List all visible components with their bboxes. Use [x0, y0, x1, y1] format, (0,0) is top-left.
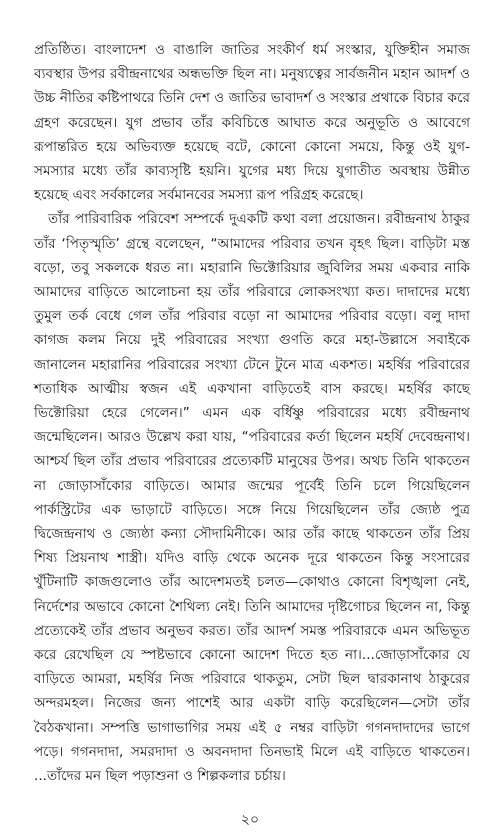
- paragraph-2: তাঁর পারিবারিক পরিবেশ সম্পর্কে দুএকটি কথা বলা প্রয়োজন। রবীন্দ্রনাথ ঠাকুর তাঁর ‘পিতৃস্মৃতি’ গ্রন্থে বলেছেন, “আমাদের পরিবার তখন বৃহৎ ছিল। বাড়িটা মস্ত বড়ো, তবু সকলকে ধরত না। মহারানি ভিক্টোরিয়ার জুবিলির সময় একবার নাকি আমাদের বাড়িতে আলোচনা হয় তাঁর পরিবারে লোকসংখ্যা কত। দাদাদের মধ্যে তুমুল তর্ক বেধে গেল তাঁর পরিবার বড়ো না আমাদের পরিবার বড়ো। বলু দাদা কাগজ কলম নিয়ে দুই পরিবারের সংখ্যা গুণতি করে মহা-উল্লাসে সবাইকে জানালেন মহারানির পরিবারের সংখ্যা টেনে টুনে মাত্র একশত। মহর্ষির পরিবারের শতাধিক আত্মীয় স্বজন এই একখানা বাড়িতেই বাস করছে। মহর্ষির কাছে ভিক্টোরিয়া হেরে গেলেন।” এমন এক বর্ধিষ্ণু পরিবারের মধ্যে রবীন্দ্রনাথ জন্মেছিলেন। আরও উল্লেখ করা যায়, “পরিবারের কর্তা ছিলেন মহর্ষি দেবেন্দ্রনাথ। আশ্চর্য ছিল তাঁর প্রভাব পরিবারের প্রত্যেকটি মানুষের উপর। অথচ তিনি থাকতেন না জোড়াসাঁকোর বাড়িতে। আমার জন্মের পূর্বেই তিনি চলে গিয়েছিলেন পার্কস্ট্রিটের এক ভাড়াটে বাড়িতে। সঙ্গে নিয়ে গিয়েছিলেন তাঁর জ্যেষ্ঠ পুত্র দ্বিজেন্দ্রনাথ ও জ্যেষ্ঠা কন্যা সৌদামিনীকে। আর তাঁর কাছে থাকতেন তাঁর প্রিয় শিষ্য প্রিয়নাথ শাস্ত্রী। যদিও বাড়ি থেকে অনেক দূরে থাকতেন কিন্তু সংসারের খুঁটিনাটি কাজগুলোও তাঁর আদেশমতই চলত—কোথাও কোনো বিশৃঙ্খলা নেই, নির্দেশের অভাবে কোনো শৈথিল্য নেই। তিনি আমাদের দৃষ্টিগোচর ছিলেন না, কিন্তু প্রত্যেকেই তাঁর প্রভাব অনুভব করত। তাঁর আদর্শ সমস্ত পরিবারকে এমন অভিভূত করে রেখেছিল যে স্পষ্টভাবে কোনো আদেশ দিতে হত না।...জোড়াসাঁকোর যে বাড়িতে আমরা, মহর্ষির নিজ পরিবারে থাকতুম, সেটা ছিল দ্বারকানাথ ঠাকুরের অন্দরমহল। নিজের জন্য পাশেই আর একটা বাড়ি করেছিলেন—সেটা তাঁর বৈঠকখানা। সম্পত্তি ভাগাভাগির সময় এই ৫ নম্বর বাড়িটা গগনদাদাদের ভাগে পড়ে। গগনদাদা, সমরদাদা ও অবনদাদা তিনভাই মিলে এই বাড়িতে থাকতেন। ...তাঁদের মন ছিল পড়াশুনা ও শিল্পকলার চর্চায়।: [34, 211, 470, 785]
- page-number: ২০: [240, 812, 260, 828]
- paragraph-1: প্রতিষ্ঠিত। বাংলাদেশ ও বাঙালি জাতির সংকীর্ণ ধর্ম সংস্কার, যুক্তিহীন সমাজ ব্যবস্থার উপর রবীন্দ্রনাথের অন্ধভক্তি ছিল না। মনুষ্যত্বের সার্বজনীন মহান আদর্শ ও উচ্চ নীতির কষ্টিপাথরে তিনি দেশ ও জাতির ভাবাদর্শ ও সংস্কার প্রথাকে বিচার করে গ্রহণ করেছেন। যুগ প্রভাব তাঁর কবিচিত্তে আঘাত করে অনুভূতি ও আবেগে রূপান্তরিত হয়ে অভিব্যক্ত হয়েছে বটে, কোনো কোনো সময়ে, কিন্তু ওই যুগ-সমস্যার মধ্যে তাঁর কাব্যসৃষ্টি হয়নি। যুগের মধ্য দিয়ে যুগাতীত অবস্থায় উন্নীত হয়েছে এবং সর্বকালের সর্বমানবের সমস্যা রূপ পরিগ্রহ করেছে।: [34, 42, 470, 204]
